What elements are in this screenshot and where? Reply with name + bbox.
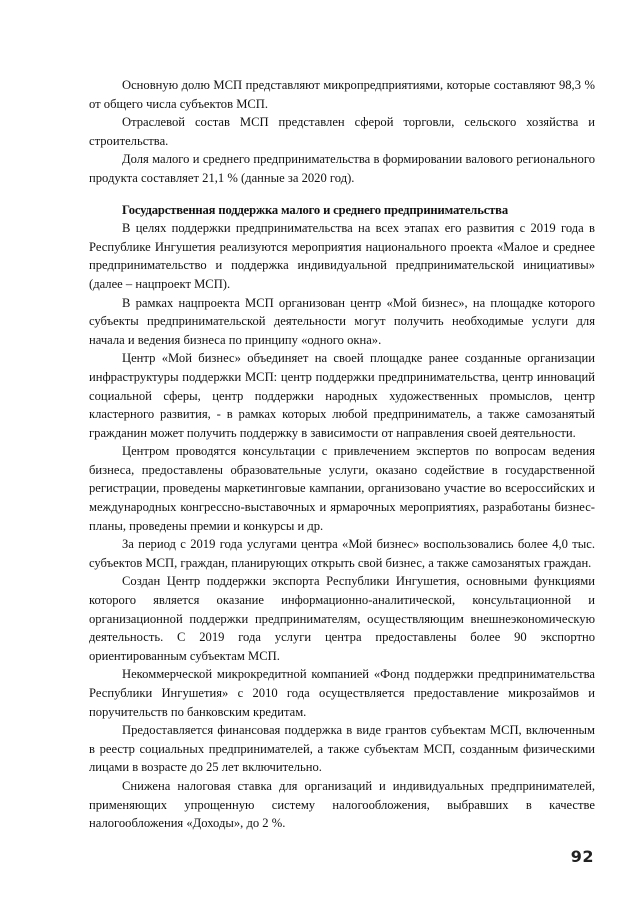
paragraph-national-project: В целях поддержки предпринимательства на всех этапах его развития с 2019 года в Республике Ингушетия реализуются мероприятия национального проекта «Малое и среднее предпринимательство и поддержка индивидуальной предпринимательской инициативы» (далее – нацпроект МСП). [89, 221, 595, 291]
paragraph-tax-rate: Снижена налоговая ставка для организаций и индивидуальных предпринимателей, применяющих упрощенную систему налогообложения, выбравших в качестве налогообложения «Доходы», до 2 %. [89, 778, 595, 831]
section-heading: Государственная поддержка малого и среднего предпринимательства [122, 202, 508, 217]
paragraph-sector-structure: Отраслевой состав МСП представлен сферой торговли, сельского хозяйства и строительства. [89, 115, 595, 148]
paragraph-grp-share: Доля малого и среднего предпринимательства в формировании валового регионального продукта составляет 21,1 % (данные за 2020 год). [89, 152, 595, 185]
paragraph-msp-share: Основную долю МСП представляют микропредприятиями, которые составляют 98,3 % от общего числа субъектов МСП. [89, 78, 595, 111]
paragraph-microcredit: Некоммерческой микрокредитной компанией «Фонд поддержки предпринимательства Республики Ингушетия» с 2010 года осуществляется предоставление микрозаймов и поручительств по банковским кредитам. [89, 667, 595, 719]
paragraph-infrastructure: Центр «Мой бизнес» объединяет на своей площадке ранее созданные организации инфраструктуры поддержки МСП: центр поддержки предпринимательства, центр инноваций социальной сферы, центр поддержки народных художественных промыслов, центр кластерного развития, - в рамках которых любой предприниматель, а также самозанятый гражданин может получить поддержку в зависимости от направления своей деятельности. [89, 351, 595, 440]
paragraph-center-usage: За период с 2019 года услугами центра «Мой бизнес» воспользовались более 4,0 тыс. субъектов МСП, граждан, планирующих открыть свой бизнес, а также самозанятых граждан. [89, 537, 595, 570]
document-body [89, 76, 595, 833]
paragraph-consultations: Центром проводятся консультации с привлечением экспертов по вопросам ведения бизнеса, предоставлены образовательные услуги, оказано содействие в государственной регистрации, проведены маркетинговые кампании, организовано участие во всероссийских и международных конгрессно-выставочных и ярмарочных мероприятиях, разработаны бизнес-планы, проведены премии и конкурсы и др. [89, 444, 595, 533]
page-number: 92 [570, 847, 594, 866]
paragraph-grants: Предоставляется финансовая поддержка в виде грантов субъектам МСП, включенным в реестр социальных предпринимателей, а также субъектам МСП, созданным физическими лицами в возрасте до 25 лет включительно. [89, 723, 595, 775]
paragraph-my-business-center: В рамках нацпроекта МСП организован центр «Мой бизнес», на площадке которого субъекты предпринимательской деятельности могут получить необходимые услуги для начала и ведения бизнеса по принципу «одного окна». [89, 295, 595, 347]
paragraph-export-center: Создан Центр поддержки экспорта Республики Ингушетия, основными функциями которого является оказание информационно-аналитической, консультационной и организационной поддержки предпринимателям, осуществляющим внешнеэкономическую деятельность. С 2019 года услуги центра предоставлены более 90 экспортно ориентированным субъектам МСП. [89, 574, 595, 663]
